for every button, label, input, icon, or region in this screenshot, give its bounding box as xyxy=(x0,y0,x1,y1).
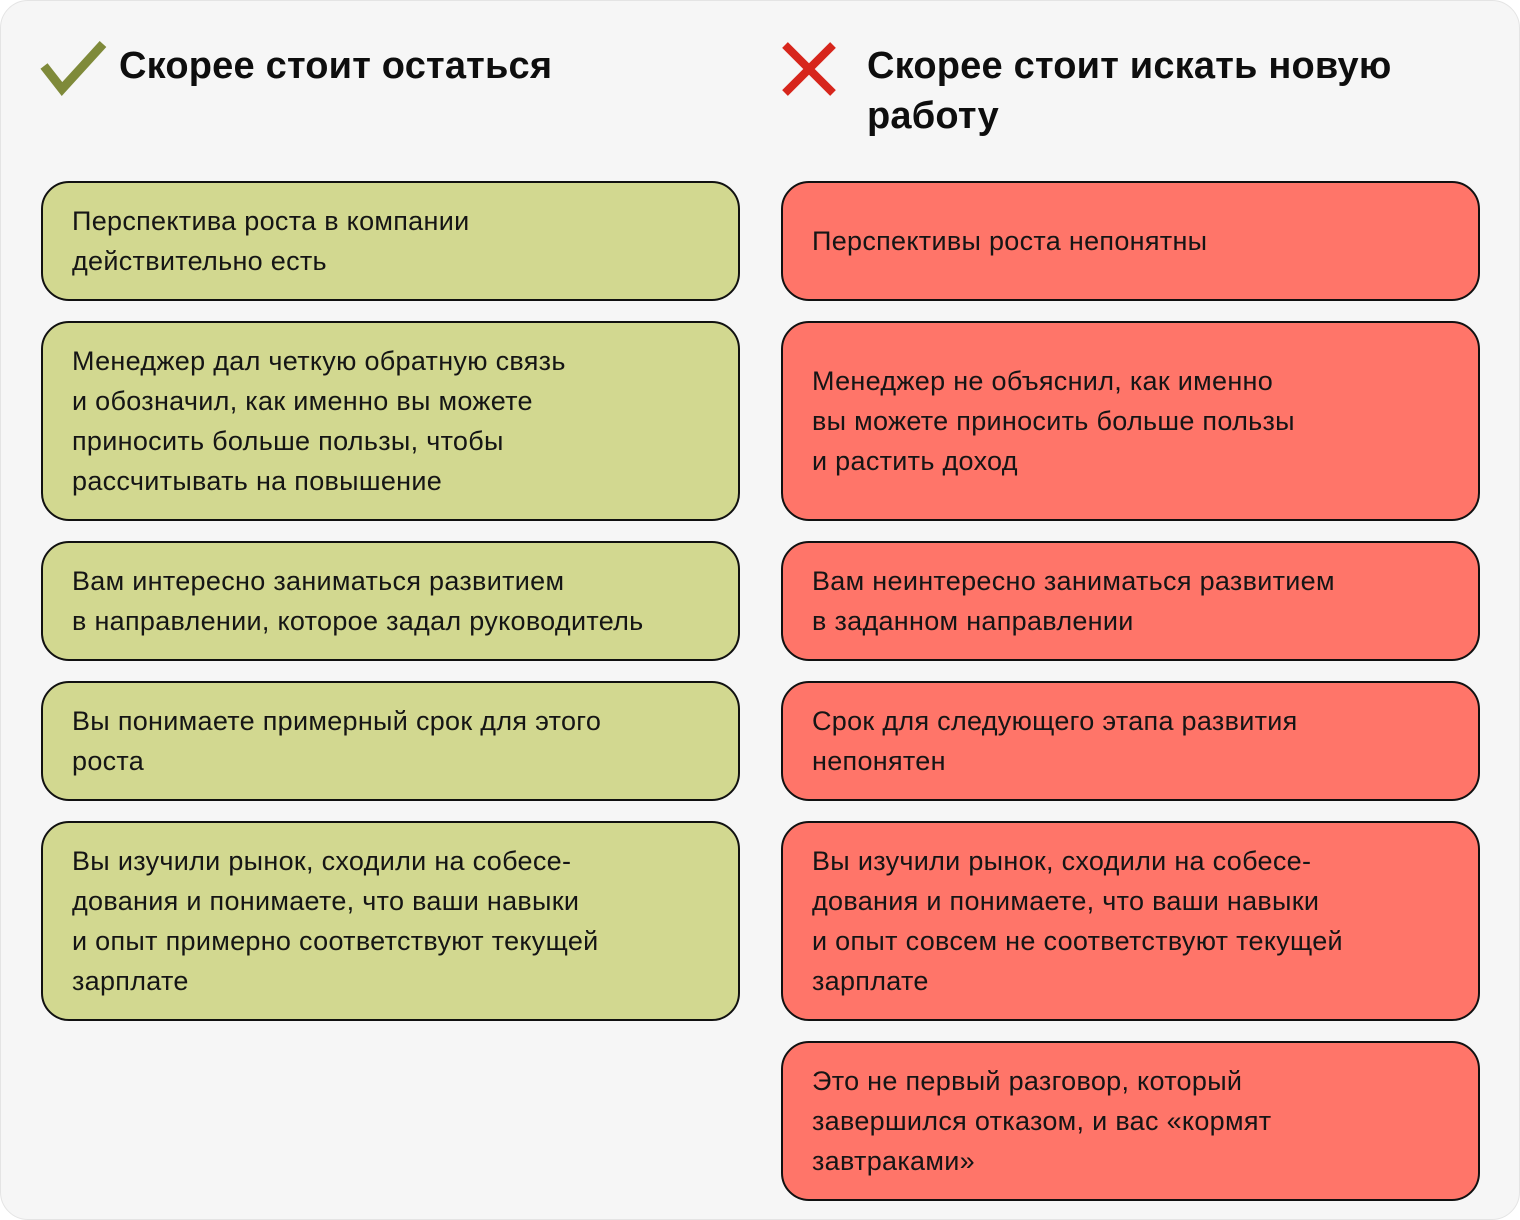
leave-card-text: Вам неинтересно заниматься развитием в заданном направлении xyxy=(812,566,1335,636)
stay-card-interest xyxy=(41,541,740,661)
stay-card-text: Менеджер дал четкую обратную связь и обозначил, как именно вы можете приносить больше пользы, чтобы рассчитывать на повышение xyxy=(72,346,566,496)
leave-card-feedback xyxy=(781,321,1480,521)
leave-card-text: Срок для следующего этапа развития непонятен xyxy=(812,706,1298,776)
stay-card-text: Вы понимаете примерный срок для этого роста xyxy=(72,706,602,776)
stay-card-feedback xyxy=(41,321,740,521)
leave-card-text: Вы изучили рынок, сходили на собесе- дования и понимаете, что ваши навыки и опыт совсем не соответствуют текущей зарплате xyxy=(812,846,1343,996)
leave-card-interest xyxy=(781,541,1480,661)
stay-card-timeline xyxy=(41,681,740,801)
leave-card-text: Менеджер не объяснил, как именно вы можете приносить больше пользы и растить доход xyxy=(812,366,1295,476)
leave-title: Скорее стоит искать новую работу xyxy=(867,45,1392,137)
stay-card-growth xyxy=(41,181,740,301)
leave-card-refusals xyxy=(781,1041,1480,1201)
stay-card-text: Вам интересно заниматься развитием в направлении, которое задал руководитель xyxy=(72,566,644,636)
leave-card-market xyxy=(781,821,1480,1021)
leave-heading xyxy=(779,37,1499,147)
stay-card-text: Перспектива роста в компании действительно есть xyxy=(72,206,470,276)
checkmark-icon xyxy=(39,39,109,97)
cross-icon xyxy=(781,41,837,97)
leave-card-text: Перспективы роста непонятны xyxy=(812,226,1208,256)
stay-title: Скорее стоит остаться xyxy=(119,45,553,87)
stay-card-market xyxy=(41,821,740,1021)
stay-heading xyxy=(39,37,739,147)
leave-card-text: Это не первый разговор, который завершился отказом, и вас «кормят завтраками» xyxy=(812,1066,1272,1176)
stay-card-text: Вы изучили рынок, сходили на собесе- дования и понимаете, что ваши навыки и опыт примерно соответствуют текущей зарплате xyxy=(72,846,599,996)
leave-card-timeline xyxy=(781,681,1480,801)
leave-card-growth xyxy=(781,181,1480,301)
